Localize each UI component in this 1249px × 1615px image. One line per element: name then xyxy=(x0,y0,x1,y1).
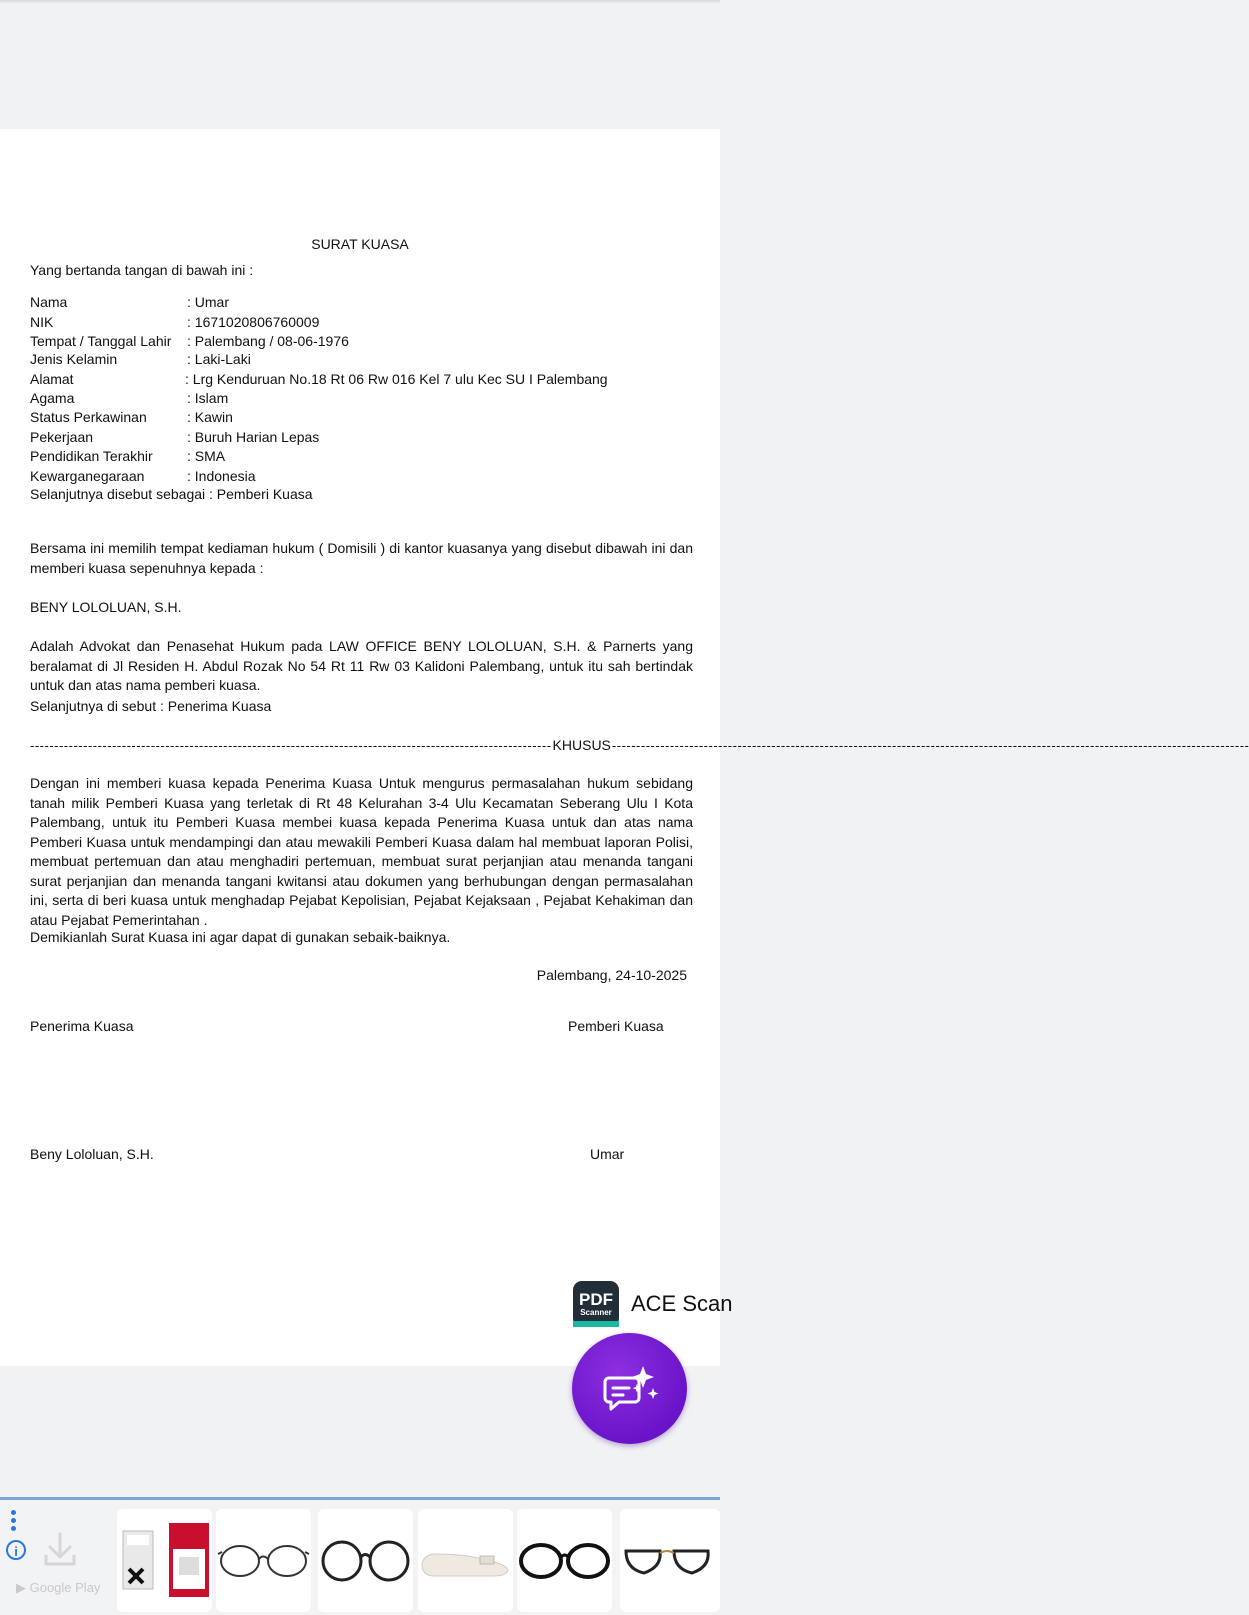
eyeglasses-icon xyxy=(216,1509,311,1612)
eyeglasses-round-icon xyxy=(318,1509,413,1612)
google-play-label[interactable]: ▶ Google Play xyxy=(16,1580,101,1595)
field-label: Nama xyxy=(30,294,68,310)
grantor-signature-name: Umar xyxy=(590,1146,625,1162)
special-authority-paragraph: Dengan ini memberi kuasa kepada Penerima Kuasa Untuk mengurus permasalahan hukum sebidang tanah milik Pemberi Kuasa yang terletak di Rt 48 Kelurahan 3-4 Ulu Kecamatan Seberang Ulu I Kota Palembang, untuk itu Pemberi Kuasa membei kuasa kepada Penerima Kuasa untuk dan atas nama Pemberi Kuasa untuk mendampingi dan atau mewakili Pemberi Kuasa dalam hal membuat laporan Polisi, membuat pertemuan dan atau menghadiri pertemuan, membuat surat perjanjian atau menanda tangani surat perjanjian dan menanda tangani kwitansi atau dokumen yang berhubungan dengan permasalahan ini, serta di beri kuasa untuk menghadap Pejabat Kepolisian, Pejabat Kejaksaan , Pejabat Kehakiman dan atau Pejabat Pemerintahan . xyxy=(30,775,693,928)
ad-menu-icon[interactable] xyxy=(11,1510,16,1534)
field-label: Jenis Kelamin xyxy=(30,351,118,367)
eyeglasses-gold-icon xyxy=(620,1509,720,1612)
field-value: : 1671020806760009 xyxy=(187,314,320,330)
pdf-scanner-logo xyxy=(573,1281,619,1327)
app-branding xyxy=(573,1281,733,1327)
ad-controls xyxy=(0,1500,114,1615)
field-label: Pekerjaan xyxy=(30,429,94,445)
ai-chat-sparkle-icon xyxy=(599,1358,661,1420)
separator-dashes-left: ------------------------------------------------------------------------------------------------------------ xyxy=(30,737,552,753)
closing-line: Demikianlah Surat Kuasa ini agar dapat di gunakan sebaik-baiknya. xyxy=(30,929,451,945)
field-value: : Palembang / 08-06-1976 xyxy=(187,333,349,349)
khusus-separator xyxy=(30,737,1249,753)
ad-product-glasses-1[interactable] xyxy=(216,1509,311,1612)
ad-info-icon[interactable]: i xyxy=(6,1540,26,1560)
white-flat-shoe-icon xyxy=(418,1509,513,1612)
field-value: : Indonesia xyxy=(187,468,256,484)
place-date: Palembang, 24-10-2025 xyxy=(536,967,687,983)
field-label: NIK xyxy=(30,314,54,330)
recipient-note: Selanjutnya di sebut : Penerima Kuasa xyxy=(30,698,272,714)
ad-product-glasses-3[interactable] xyxy=(517,1509,612,1612)
printer-ink-cartridge-icon xyxy=(117,1509,212,1612)
ad-product-glasses-2[interactable] xyxy=(318,1509,413,1612)
google-play-text: Google Play xyxy=(29,1580,101,1595)
attorney-paragraph: Adalah Advokat dan Penasehat Hukum pada LAW OFFICE BENY LOLOLUAN, S.H. & Parnerts yang beralamat di Jl Residen H. Abdul Rozak No 54 Rt 11 Rw 03 Kalidoni Palembang, untuk itu sah bertindak untuk dan atas nama pemberi kuasa. xyxy=(30,638,693,693)
logo-pdf-text: PDF xyxy=(579,1289,613,1309)
field-value: : Laki-Laki xyxy=(187,351,251,367)
field-label: Alamat xyxy=(30,371,74,387)
ad-banner[interactable] xyxy=(0,1497,720,1615)
top-bar-shadow xyxy=(0,0,720,4)
field-value: : Umar xyxy=(187,294,229,310)
attorney-name: BENY LOLOLUAN, S.H. xyxy=(30,599,182,615)
field-value: : Lrg Kenduruan No.18 Rt 06 Rw 016 Kel 7 ulu Kec SU I Palembang xyxy=(185,371,608,387)
field-label: Status Perkawinan xyxy=(30,409,147,425)
ad-product-shoe[interactable] xyxy=(418,1509,513,1612)
eyeglasses-black-icon xyxy=(517,1509,612,1612)
separator-dashes-right: ------------------------------------------------------------------------------------------------------------------------------------ xyxy=(611,737,1249,753)
field-value: : Islam xyxy=(187,390,229,406)
ad-product-glasses-4[interactable] xyxy=(620,1509,720,1612)
field-label: Tempat / Tanggal Lahir xyxy=(30,333,172,349)
download-icon[interactable] xyxy=(42,1530,78,1570)
separator-label: KHUSUS xyxy=(552,737,611,753)
grantor-note: Selanjutnya disebut sebagai : Pemberi Kuasa xyxy=(30,486,313,502)
logo-scanner-text: Scanner xyxy=(580,1307,612,1317)
logo-stripe xyxy=(573,1321,619,1327)
field-label: Kewarganegaraan xyxy=(30,468,145,484)
intro-line: Yang bertanda tangan di bawah ini : xyxy=(30,262,254,278)
recipient-signature-name: Beny Lololuan, S.H. xyxy=(30,1146,154,1162)
app-name: ACE Scan xyxy=(631,1291,733,1316)
field-label: Pendidikan Terakhir xyxy=(30,448,153,464)
ad-product-printer-ink[interactable] xyxy=(117,1509,212,1612)
field-value: : Buruh Harian Lepas xyxy=(187,429,320,445)
domicile-paragraph: Bersama ini memilih tempat kediaman hukum ( Domisili ) di kantor kuasanya yang disebut dibawah ini dan memberi kuasa sepenuhnya kepada : xyxy=(30,540,693,576)
field-value: : SMA xyxy=(187,448,226,464)
field-value: : Kawin xyxy=(187,409,233,425)
grantor-heading: Pemberi Kuasa xyxy=(568,1018,664,1034)
document-title: SURAT KUASA xyxy=(311,236,409,252)
document-page xyxy=(0,129,1249,1366)
ai-assistant-button[interactable] xyxy=(572,1333,687,1444)
field-label: Agama xyxy=(30,390,75,406)
recipient-heading: Penerima Kuasa xyxy=(30,1018,134,1034)
